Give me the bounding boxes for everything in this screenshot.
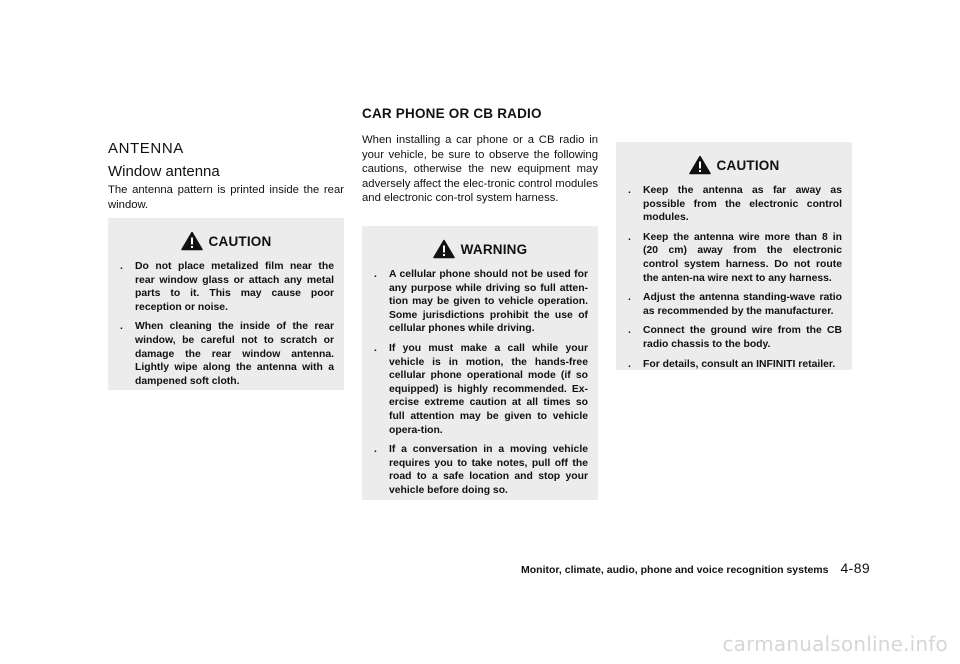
car-phone-intro-text: When installing a car phone or a CB radio in your vehicle, be sure to observe the following cautions, otherwise the new equipment may adversely affect the elec-tronic control modules and electronic con-trol system harness. <box>362 134 598 205</box>
bullet-dot: . <box>120 261 123 272</box>
car-phone-caution-item-text: Keep the antenna wire more than 8 in (20 cm) away from the electronic control system harness. Do not route the anten-na wire next to any harness. <box>643 231 842 284</box>
antenna-caution-list <box>118 260 334 388</box>
warning-triangle-icon <box>181 231 203 251</box>
warning-triangle-icon <box>689 155 711 175</box>
bullet-dot: . <box>374 444 377 456</box>
antenna-caution-item-text: Do not place metalized film near the rear window glass or attach any metal parts to it. This may cause poor reception or noise. <box>135 261 334 313</box>
subheading-window-antenna: Window antenna <box>108 163 220 180</box>
car-phone-warning-item <box>372 443 588 497</box>
car-phone-caution-item-text: For details, consult an INFINITI retailer. <box>643 358 836 370</box>
bullet-dot: . <box>628 185 631 196</box>
bullet-dot: . <box>628 292 631 304</box>
car-phone-warning-box <box>362 226 598 500</box>
footer-page-number: 4-89 <box>840 560 871 576</box>
bullet-dot: . <box>374 342 377 354</box>
car-phone-warning-item-text: If a conversation in a moving vehicle requires you to take notes, pull off the road to a safe location and stop your vehicle before doing so. <box>389 444 588 496</box>
car-phone-caution-item <box>626 291 842 318</box>
watermark: carmanualsonline.info <box>722 632 948 656</box>
car-phone-caution-title <box>626 154 842 176</box>
car-phone-caution-item <box>626 358 842 372</box>
section-heading-car-phone: CAR PHONE OR CB RADIO <box>362 106 542 121</box>
antenna-intro-text: The antenna pattern is printed inside the rear window. <box>108 184 344 211</box>
antenna-caution-item <box>118 260 334 314</box>
car-phone-warning-list <box>372 268 588 498</box>
antenna-caution-box <box>108 218 344 390</box>
bullet-dot: . <box>628 231 631 243</box>
bullet-dot: . <box>374 269 377 280</box>
antenna-caution-title <box>118 230 334 252</box>
heading-antenna: ANTENNA <box>108 140 184 157</box>
car-phone-caution-item <box>626 324 842 351</box>
car-phone-warning-title <box>372 238 588 260</box>
car-phone-warning-item <box>372 342 588 437</box>
car-phone-warning-title-text: WARNING <box>460 241 528 257</box>
car-phone-caution-item-text: Adjust the antenna standing-wave ratio as recommended by the manufacturer. <box>643 292 842 317</box>
warning-triangle-icon <box>433 239 455 259</box>
car-phone-caution-box <box>616 142 852 370</box>
car-phone-caution-item-text: Connect the ground wire from the CB radio chassis to the body. <box>643 325 842 350</box>
car-phone-caution-title-text: CAUTION <box>716 157 780 173</box>
car-phone-warning-item-text: A cellular phone should not be used for any purpose while driving so full atten-tion may be given to vehicle operation. Some jurisdictions prohibit the use of cellular phones while driving. <box>389 269 588 335</box>
footer-chapter-title: Monitor, climate, audio, phone and voice recognition systems <box>521 564 829 576</box>
antenna-caution-item-text: When cleaning the inside of the rear window, be careful not to scratch or damage the rear window antenna. Lightly wipe along the antenna with a dampened soft cloth. <box>135 321 334 387</box>
car-phone-caution-item <box>626 231 842 285</box>
car-phone-caution-item <box>626 184 842 225</box>
bullet-dot: . <box>628 325 631 337</box>
car-phone-caution-item-text: Keep the antenna as far away as possible from the electronic control modules. <box>643 185 842 224</box>
page-footer <box>521 560 870 576</box>
car-phone-warning-item <box>372 268 588 336</box>
car-phone-warning-item-text: If you must make a call while your vehicle is in motion, the hands-free cellular phone operational mode (if so equipped) is highly recommended. Ex-ercise extreme caution at all times so full attention may be given to vehicle opera-tion. <box>389 342 588 436</box>
bullet-dot: . <box>120 321 123 333</box>
antenna-caution-title-text: CAUTION <box>208 233 272 249</box>
car-phone-caution-list <box>626 184 842 371</box>
antenna-caution-item <box>118 320 334 388</box>
bullet-dot: . <box>628 358 631 370</box>
